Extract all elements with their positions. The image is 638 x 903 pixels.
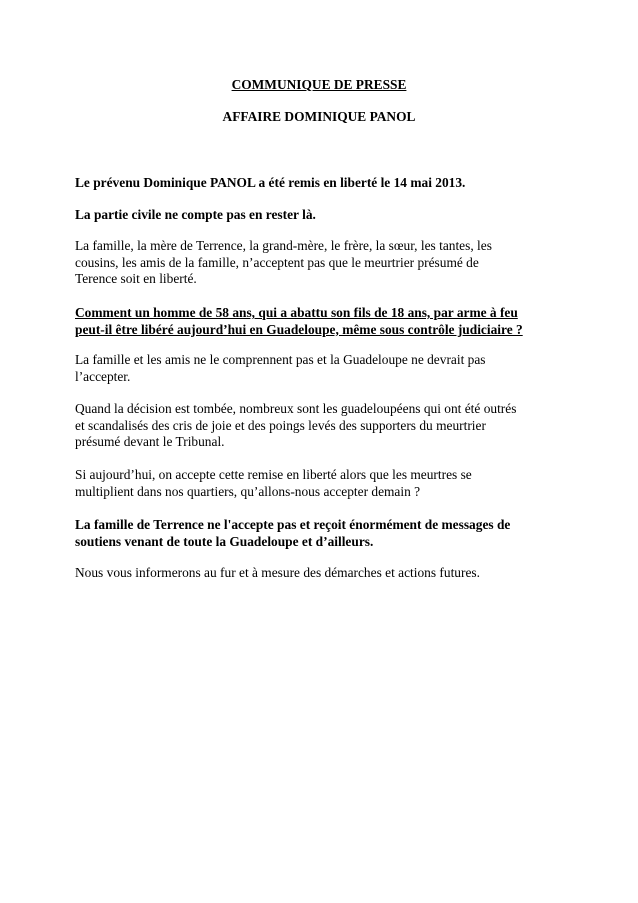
paragraph-release-statement: Le prévenu Dominique PANOL a été remis en liberté le 14 mai 2013. xyxy=(75,175,466,190)
paragraph-civil-party: La partie civile ne compte pas en rester là. xyxy=(75,207,316,222)
paragraph-today: Si aujourd’hui, on accepte cette remise en liberté alors que les meurtres se multiplient dans nos quartiers, qu’allons-nous accepter demain ? xyxy=(75,467,472,499)
document-title: COMMUNIQUE DE PRESSE xyxy=(231,77,407,92)
paragraph-family-friends: La famille et les amis ne le comprennent pas et la Guadeloupe ne devrait pas l’accepter. xyxy=(75,352,486,384)
paragraph-support: La famille de Terrence ne l'accepte pas et reçoit énormément de messages de soutiens venant de toute la Guadeloupe et d’ailleurs. xyxy=(75,517,511,549)
paragraph-question: Comment un homme de 58 ans, qui a abattu son fils de 18 ans, par arme à feu peut-il être libéré aujourd’hui en Guadeloupe, même sous contrôle judiciaire ? xyxy=(75,305,523,337)
document-subtitle: AFFAIRE DOMINIQUE PANOL xyxy=(222,109,416,124)
paragraph-closing: Nous vous informerons au fur et à mesure des démarches et actions futures. xyxy=(75,565,480,580)
paragraph-decision: Quand la décision est tombée, nombreux sont les guadeloupéens qui ont été outrés et scandalisés des cris de joie et des poings levés des supporters du meurtrier présumé devant le Tribunal. xyxy=(75,401,517,450)
paragraph-family: La famille, la mère de Terrence, la grand-mère, le frère, la sœur, les tantes, les cousins, les amis de la famille, n’acceptent pas que le meurtrier présumé de Terence soit en liberté. xyxy=(75,238,492,287)
